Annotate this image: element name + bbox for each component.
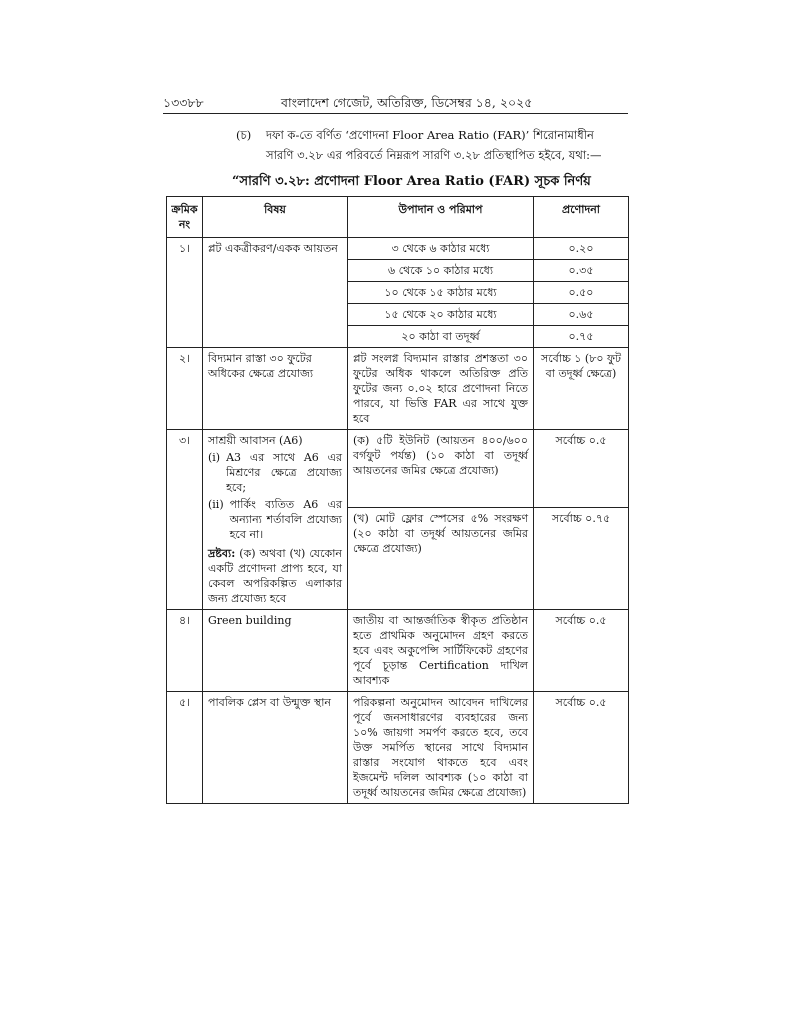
header-rule (163, 113, 628, 114)
row1-incentive-4: ০.৬৫ (534, 304, 629, 326)
clause-line-1: দফা ক-তে বর্ণিত ‘প্রণোদনা Floor Area Ratio (FAR)’ শিরোনামাধীন (266, 128, 594, 142)
row1-incentive-5: ০.৭৫ (534, 326, 629, 348)
row2-incentive: সর্বোচ্চ ১ (৮০ ফুট বা তদূর্ধ্ব ক্ষেত্রে) (534, 348, 629, 430)
row3-subitem-i-text: A3 এর সাথে A6 এর মিশ্রণের ক্ষেত্রে প্রযোজ্য হবে; (226, 451, 342, 494)
table-row (167, 430, 629, 508)
row4-incentive: সর্বোচ্চ ০.৫ (534, 610, 629, 692)
row5-criteria: পরিকল্পনা অনুমোদন আবেদন দাখিলের পূর্বে জনসাধারণের ব্যবহারের জন্য ১০% জায়গা সমর্পণ করতে হবে, তবে উক্ত সমর্পিত স্থানের সাথে বিদ্যমান রাস্তার সংযোগ থাকতে হবে এবং ইজমেন্ট দলিল আবশ্যক (১০ কাঠা বা তদূর্ধ্ব আয়তনের জমির ক্ষেত্রে প্রযোজ্য) (348, 692, 534, 804)
row3-note (208, 546, 342, 606)
page-header (163, 93, 628, 115)
row4-serial: ৪। (167, 610, 203, 692)
row1-serial: ১। (167, 238, 203, 348)
row3-criteria-a: (ক) ৫টি ইউনিট (আয়তন ৪০০/৬০০ বর্গফুট পর্যন্ত) (১০ কাঠা বা তদূর্ধ্ব আয়তনের জমির ক্ষেত্রে প্রযোজ্য) (348, 430, 534, 508)
far-incentive-table (166, 196, 629, 804)
row3-serial: ৩। (167, 430, 203, 610)
row5-subject: পাবলিক প্লেস বা উন্মুক্ত স্থান (203, 692, 348, 804)
table-title: “সারণি ৩.২৮: প্রণোদনা Floor Area Ratio (FAR) সূচক নির্ণয় (232, 174, 591, 189)
row2-serial: ২। (167, 348, 203, 430)
row1-criteria-4: ১৫ থেকে ২০ কাঠার মধ্যে (348, 304, 534, 326)
row3-subject (203, 430, 348, 610)
table-row (167, 692, 629, 804)
row3-subitem-i-num: (i) (208, 451, 221, 464)
table-header-row (167, 197, 629, 238)
row3-incentive-b: সর্বোচ্চ ০.৭৫ (534, 508, 629, 610)
page-number: ১৩৩৮৮ (163, 95, 204, 110)
row4-subject: Green building (203, 610, 348, 692)
row3-subitem-ii (208, 497, 342, 542)
row1-criteria-1: ৩ থেকে ৬ কাঠার মধ্যে (348, 238, 534, 260)
row3-note-label: দ্রষ্টব্য: (208, 547, 236, 560)
row3-incentive-a: সর্বোচ্চ ০.৫ (534, 430, 629, 508)
row1-subject: প্লট একত্রীকরণ/একক আয়তন (203, 238, 348, 348)
clause-marker: (চ) (236, 128, 252, 142)
row3-subject-title: সাশ্রয়ী আবাসন (A6) (208, 434, 303, 447)
table-row (167, 610, 629, 692)
row3-note-text: (ক) অথবা (খ) যেকোন একটি প্রণোদনা প্রাপ্য হবে, যা কেবল অপরিকল্পিত এলাকার জন্য প্রযোজ্য হবে (208, 547, 342, 605)
row3-subitem-ii-text: পার্কিং ব্যতিত A6 এর অন্যান্য শর্তাবলি প্রযোজ্য হবে না। (229, 498, 342, 541)
row3-criteria-b: (খ) মোট ফ্লোর স্পেসের ৫% সংরক্ষণ (২০ কাঠা বা তদূর্ধ্ব আয়তনের জমির ক্ষেত্রে প্রযোজ্য) (348, 508, 534, 610)
row1-criteria-3: ১০ থেকে ১৫ কাঠার মধ্যে (348, 282, 534, 304)
header-serial: ক্রমিক নং (167, 197, 203, 238)
row3-subitem-ii-num: (ii) (208, 498, 224, 511)
row1-criteria-2: ৬ থেকে ১০ কাঠার মধ্যে (348, 260, 534, 282)
header-subject: বিষয় (203, 197, 348, 238)
clause-line-2: সারণি ৩.২৮ এর পরিবর্তে নিম্নরূপ সারণি ৩.২৮ প্রতিস্থাপিত হইবে, যথা:— (266, 148, 602, 162)
row1-criteria-5: ২০ কাঠা বা তদূর্ধ্ব (348, 326, 534, 348)
row2-criteria: প্লট সংলগ্ন বিদ্যমান রাস্তার প্রশস্ততা ৩০ ফুটের অধিক থাকলে অতিরিক্ত প্রতি ফুটের জন্য ০.০২ হারে প্রণোদনা নিতে পারবে, যা ভিত্তি FAR এর সাথে যুক্ত হবে (348, 348, 534, 430)
row3-subitem-i (208, 450, 342, 495)
gazette-title: বাংলাদেশ গেজেট, অতিরিক্ত, ডিসেম্বর ১৪, ২০২৫ (281, 95, 533, 110)
row5-incentive: সর্বোচ্চ ০.৫ (534, 692, 629, 804)
table-row (167, 348, 629, 430)
row1-incentive-3: ০.৫০ (534, 282, 629, 304)
row4-criteria: জাতীয় বা আন্তর্জাতিক স্বীকৃত প্রতিষ্ঠান হতে প্রাথমিক অনুমোদন গ্রহণ করতে হবে এবং অকুপেন্সি সার্টিফিকেট গ্রহণের পূর্বে চূড়ান্ত Certification দাখিল আবশ্যক (348, 610, 534, 692)
header-incentive: প্রণোদনা (534, 197, 629, 238)
row2-subject: বিদ্যমান রাস্তা ৩০ ফুটের অধিকের ক্ষেত্রে প্রযোজ্য (203, 348, 348, 430)
row5-serial: ৫। (167, 692, 203, 804)
header-criteria: উপাদান ও পরিমাপ (348, 197, 534, 238)
row1-incentive-1: ০.২০ (534, 238, 629, 260)
row1-incentive-2: ০.৩৫ (534, 260, 629, 282)
table-row (167, 238, 629, 260)
